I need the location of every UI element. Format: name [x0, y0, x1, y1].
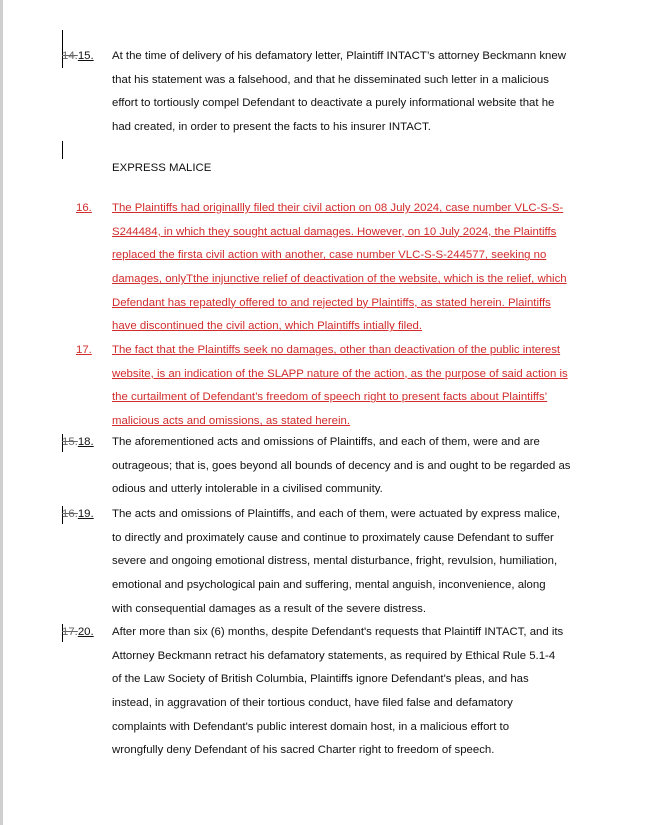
paragraph-17 — [62, 339, 589, 434]
paragraph-line: effort to tortiously compel Defendant to deactivate a purely informational website that he — [112, 97, 555, 110]
page-edge — [0, 0, 3, 825]
paragraph-line: 16.19. The acts and omissions of Plaintiffs, and each of them, were actuated by express malice, — [62, 503, 589, 527]
paragraph-line: 17. The fact that the Plaintiffs seek no damages, other than deactivation of the public interest — [62, 339, 589, 363]
section-heading: EXPRESS MALICE — [112, 162, 212, 174]
paragraph-line: had created, in order to present the facts to his insurer INTACT. — [112, 121, 431, 134]
paragraph-number: 14.15. — [62, 50, 94, 62]
paragraph-line: emotional and psychological pain and suffering, mental anguish, inconvenience, along — [112, 579, 546, 592]
paragraph-line: 16. The Plaintiffs had originallly filed their civil action on 08 July 2024, case number VLC-S-S- — [62, 197, 589, 221]
paragraph-number: 15.18. — [62, 436, 94, 448]
paragraph-line: that his statement was a falsehood, and that he disseminated such letter in a malicious — [112, 73, 549, 86]
paragraph-number: 16.19. — [62, 508, 94, 520]
paragraph-line: damages, onlyTthe injunctive relief of deactivation of the website, which is the relief, which — [112, 273, 567, 286]
paragraph-line: complaints with Defendant's public interest domain host, in a malicious effort to — [112, 720, 510, 733]
paragraph-15 — [62, 45, 589, 140]
paragraph-line: 15.18. The aforementioned acts and omissions of Plaintiffs, and each of them, were and are — [62, 431, 589, 455]
paragraph-number: 17.20. — [62, 626, 94, 638]
paragraph-16 — [62, 197, 589, 339]
paragraph-line: odious and utterly intolerable in a civilised community. — [112, 483, 383, 496]
paragraph-line: S244484, in which they sought actual damages. However, on 10 July 2024, the Plaintiffs — [112, 225, 557, 238]
paragraph-number: 17. — [76, 344, 92, 356]
paragraph-line: 17.20. After more than six (6) months, despite Defendant's requests that Plaintiff INTACT, and its — [62, 621, 589, 645]
paragraph-line: the curtailment of Defendant’s freedom of speech right to present facts about Plaintiffs’ — [112, 391, 548, 404]
paragraph-line: to directly and proximately cause and continue to proximately cause Defendant to suffer — [112, 531, 554, 544]
paragraph-20 — [62, 621, 589, 763]
paragraph-line: of the Law Society of British Columbia, Plaintiffs ignore Defendant's pleas, and has — [112, 673, 529, 686]
paragraph-line: instead, in aggravation of their tortious conduct, have filed false and defamatory — [112, 697, 513, 710]
paragraph-line: Attorney Beckmann retract his defamatory statements, as required by Ethical Rule 5.1-4 — [112, 649, 556, 662]
paragraph-line: malicious acts and omissions, as stated herein. — [112, 415, 351, 428]
paragraph-line: severe and ongoing emotional distress, mental disturbance, fright, revulsion, humiliation, — [112, 555, 558, 568]
paragraph-line: wrongfully deny Defendant of his sacred Charter right to freedom of speech. — [112, 744, 495, 757]
paragraph-line: website, is an indication of the SLAPP nature of the action, as the purpose of said action is — [112, 367, 568, 380]
paragraph-line: have discontinued the civil action, which Plaintiffs intially filed. — [112, 320, 423, 333]
paragraph-line: outrageous; that is, goes beyond all bounds of decency and is and ought to be regarded as — [112, 459, 571, 472]
paragraph-line: replaced the firsta civil action with another, case number VLC-S-S-244577, seeking no — [112, 249, 547, 262]
paragraph-line: 14.15. At the time of delivery of his defamatory letter, Plaintiff INTACT’s attorney Beckmann knew — [62, 45, 589, 69]
paragraph-number: 16. — [76, 202, 92, 214]
paragraph-19 — [62, 503, 589, 621]
paragraph-18 — [62, 431, 589, 502]
section-heading-block — [62, 157, 589, 181]
paragraph-line: with consequential damages as a result of the severe distress. — [112, 602, 427, 615]
paragraph-line: Defendant has repatedly offered to and rejected by Plaintiffs, as stated herein. Plaintiffs — [112, 296, 551, 309]
